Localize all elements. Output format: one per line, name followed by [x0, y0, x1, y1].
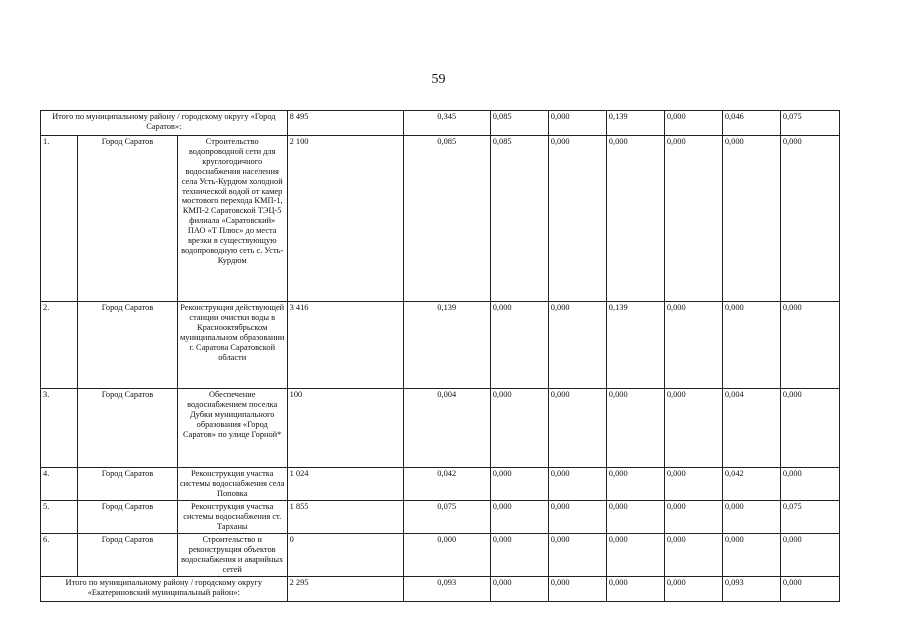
value-cell: 0,139 [403, 302, 490, 389]
table-body [41, 111, 840, 602]
value-cell: 0,000 [548, 389, 606, 468]
value-cell: 0,000 [722, 534, 780, 577]
value-cell: 0,000 [780, 389, 839, 468]
value-cell: 0,000 [664, 302, 722, 389]
table-row [41, 302, 840, 389]
value-cell: 0,000 [606, 389, 664, 468]
value-cell: 0,042 [722, 468, 780, 501]
project-description: Реконструкция участка системы водоснабжения села Поповка [177, 468, 287, 501]
row-index: 5. [41, 501, 78, 534]
value-cell: 0,000 [780, 302, 839, 389]
page-number: 59 [431, 72, 446, 87]
value-cell: 0,075 [403, 501, 490, 534]
value-cell: 0,000 [664, 501, 722, 534]
value-cell: 0,000 [490, 389, 548, 468]
volume-cell: 2 100 [287, 136, 403, 302]
value-cell: 0,000 [722, 302, 780, 389]
value-cell: 0,000 [548, 111, 606, 136]
value-cell: 0,085 [490, 111, 548, 136]
volume-cell: 1 024 [287, 468, 403, 501]
total-label: Итого по муниципальному району / городскому округу «Город Саратов»: [41, 111, 288, 136]
value-cell: 0,000 [490, 501, 548, 534]
project-description: Реконструкция действующей станции очистки воды в Краснооктябрьском муниципальном образовании г. Саратова Саратовской области [177, 302, 287, 389]
municipality-name: Город Саратов [78, 468, 177, 501]
total-row [41, 577, 840, 602]
value-cell: 0,000 [664, 111, 722, 136]
table-row [41, 501, 840, 534]
value-cell: 0,000 [606, 577, 664, 602]
investment-table [40, 110, 840, 602]
municipality-name: Город Саратов [78, 389, 177, 468]
value-cell: 0,000 [548, 302, 606, 389]
value-cell: 0,000 [780, 136, 839, 302]
value-cell: 0,085 [403, 136, 490, 302]
value-cell: 0,000 [664, 534, 722, 577]
project-description: Строительство и реконструкция объектов водоснабжения и аварийных сетей [177, 534, 287, 577]
municipality-name: Город Саратов [78, 136, 177, 302]
value-cell: 0,075 [780, 501, 839, 534]
volume-cell: 3 416 [287, 302, 403, 389]
value-cell: 0,139 [606, 302, 664, 389]
value-cell: 0,000 [780, 534, 839, 577]
value-cell: 0,000 [548, 501, 606, 534]
value-cell: 0,000 [548, 136, 606, 302]
value-cell: 0,000 [403, 534, 490, 577]
value-cell: 0,139 [606, 111, 664, 136]
project-description: Реконструкция участка системы водоснабжения ст. Тарханы [177, 501, 287, 534]
row-index: 2. [41, 302, 78, 389]
value-cell: 0,000 [780, 468, 839, 501]
row-index: 4. [41, 468, 78, 501]
value-cell: 0,000 [548, 577, 606, 602]
value-cell: 0,000 [490, 302, 548, 389]
value-cell: 0,046 [722, 111, 780, 136]
value-cell: 0,000 [664, 468, 722, 501]
value-cell: 0,000 [548, 534, 606, 577]
value-cell: 0,000 [722, 501, 780, 534]
volume-cell: 100 [287, 389, 403, 468]
municipality-name: Город Саратов [78, 302, 177, 389]
value-cell: 0,000 [548, 468, 606, 501]
value-cell: 0,000 [606, 468, 664, 501]
value-cell: 0,000 [664, 389, 722, 468]
volume-cell: 0 [287, 534, 403, 577]
value-cell: 0,000 [780, 577, 839, 602]
row-index: 6. [41, 534, 78, 577]
table-row [41, 468, 840, 501]
value-cell: 0,000 [722, 136, 780, 302]
value-cell: 0,042 [403, 468, 490, 501]
row-index: 1. [41, 136, 78, 302]
municipality-name: Город Саратов [78, 501, 177, 534]
value-cell: 0,085 [490, 136, 548, 302]
total-row [41, 111, 840, 136]
value-cell: 0,000 [490, 534, 548, 577]
value-cell: 0,000 [664, 577, 722, 602]
value-cell: 0,000 [490, 468, 548, 501]
value-cell: 0,093 [403, 577, 490, 602]
project-description: Обеспечение водоснабжением поселка Дубки муниципального образования «Город Саратов» по улице Горной* [177, 389, 287, 468]
value-cell: 0,004 [722, 389, 780, 468]
total-label: Итого по муниципальному району / городскому округу «Екатериновский муниципальный район»: [41, 577, 288, 602]
volume-cell: 1 855 [287, 501, 403, 534]
value-cell: 0,093 [722, 577, 780, 602]
value-cell: 0,000 [490, 577, 548, 602]
volume-cell: 8 495 [287, 111, 403, 136]
value-cell: 0,000 [664, 136, 722, 302]
value-cell: 0,000 [606, 534, 664, 577]
value-cell: 0,345 [403, 111, 490, 136]
row-index: 3. [41, 389, 78, 468]
project-description: Строительство водопроводной сети для круглогодичного водоснабжения населения села Усть-Курдюм холодной технической водой от камер мостового перехода КМП-1, КМП-2 Саратовской ТЭЦ-5 филиала «Саратовский» ПАО «Т Плюс» до места врезки в существующую водопроводную сеть с. Усть-Курдюм [177, 136, 287, 302]
table-row [41, 136, 840, 302]
value-cell: 0,004 [403, 389, 490, 468]
table-row [41, 534, 840, 577]
table-row [41, 389, 840, 468]
volume-cell: 2 295 [287, 577, 403, 602]
value-cell: 0,000 [606, 136, 664, 302]
municipality-name: Город Саратов [78, 534, 177, 577]
value-cell: 0,075 [780, 111, 839, 136]
value-cell: 0,000 [606, 501, 664, 534]
